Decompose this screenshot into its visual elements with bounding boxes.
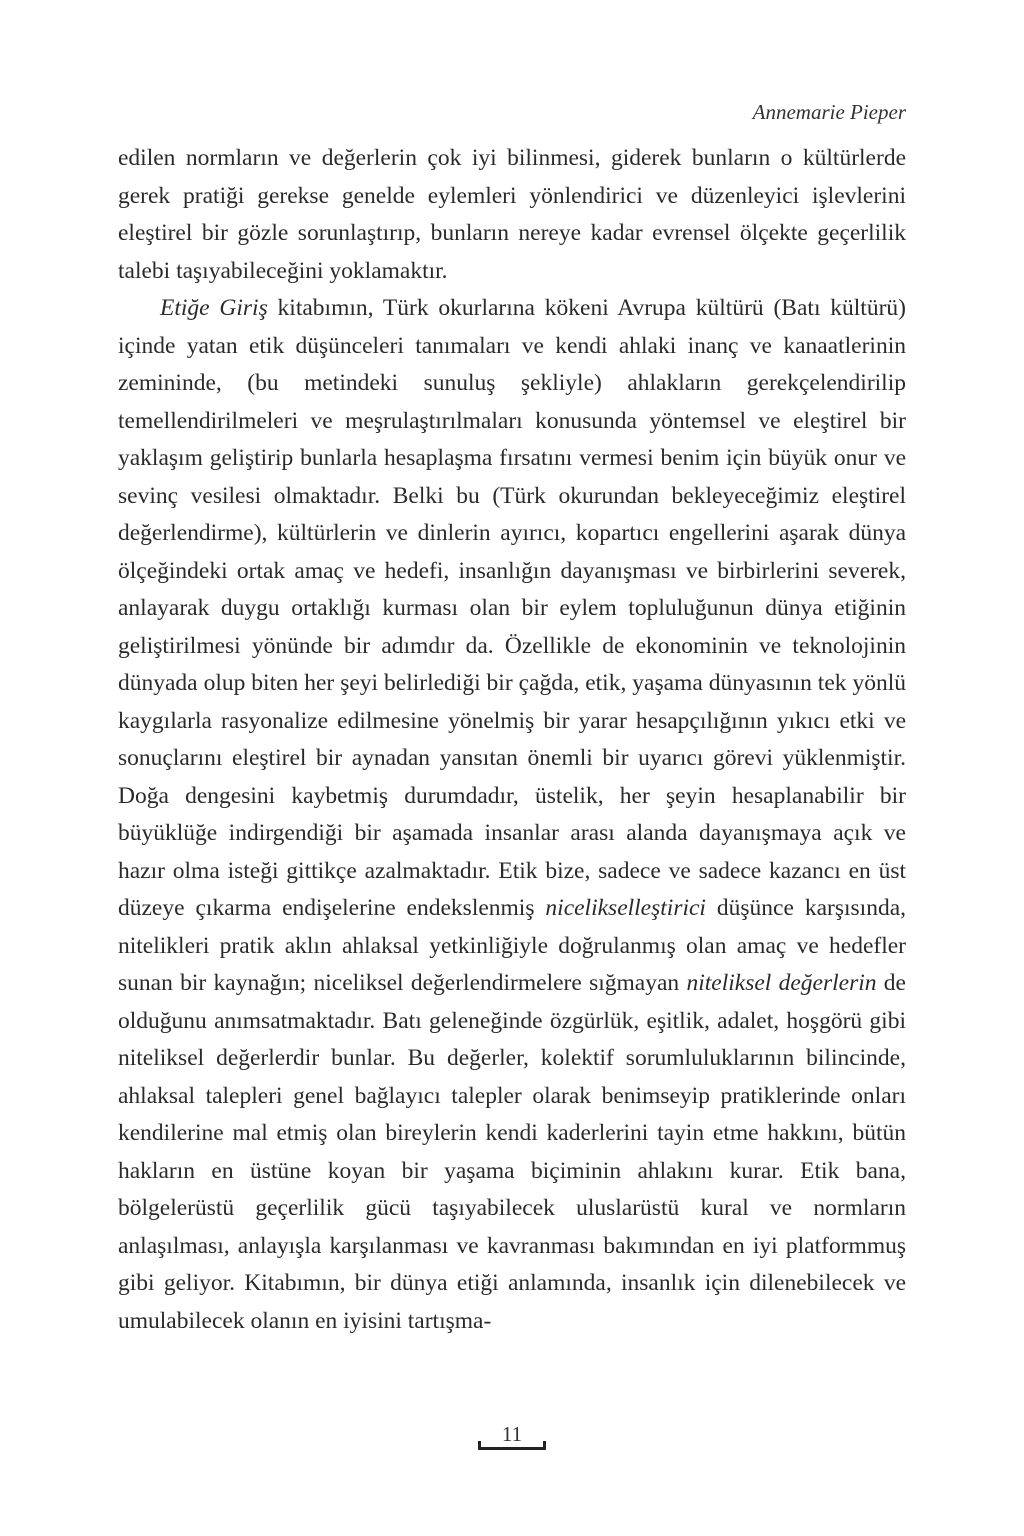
paragraph-2-text-3: de olduğunu anımsatmaktadır. Batı geleneğinde özgürlük, eşitlik, adalet, hoşgörü gibi niteliksel değerlerdir bunlar. Bu değerler, kolektif sorumluluklarının bilincinde, ahlaksal talepleri genel bağlayıcı talepler olarak benimseyip pratiklerinde onları kendilerine mal etmiş olan bireylerin kendi kaderlerini tayin etme hakkını, bütün hakların en üstüne koyan bir yaşama biçiminin ahlakını kurar. Etik bana, bölgelerüstü geçerlilik gücü taşıyabilecek uluslarüstü kural ve normların anlaşılması, anlayışla karşılanması ve kavranması bakımından en iyi platformmuş gibi geliyor. Kitabımın, bir dünya etiği anlamında, insanlık için dilenebilecek ve umulabilecek olanın en iyisini tartışma-	[118, 970, 906, 1334]
paragraph-1: edilen normların ve değerlerin çok iyi bilinmesi, giderek bunların o kültürlerde gerek pratiği gerekse genelde eylemleri yönlendirici ve düzenleyici işlevlerini eleştirel bir gözle sorunlaştırıp, bunların nereye kadar evrensel ölçekte geçerlilik talebi taşıyabileceğini yoklamaktır.	[118, 145, 906, 284]
running-head-author: Annemarie Pieper	[752, 100, 906, 124]
page-number: 11	[501, 1422, 523, 1446]
page-number-rule	[478, 1447, 546, 1450]
paragraph-2	[118, 290, 906, 1340]
italic-term-quantifying: nicelikselleştirici	[545, 895, 706, 921]
italic-term-qualitative-values: niteliksel değerlerin	[686, 970, 877, 996]
body-text	[118, 140, 906, 1340]
book-title-italic: Etiğe Giriş	[160, 295, 268, 321]
paragraph-2-text-1: kitabımın, Türk okurlarına kökeni Avrupa kültürü (Batı kültürü) içinde yatan etik düşünceleri tanımaları ve kendi ahlaki inanç ve kanaatlerinin zemininde, (bu metindeki sunuluş şekliyle) ahlakların gerekçelendirilip temellendirilmeleri ve meşrulaştırılmaları konusunda yöntemsel ve eleştirel bir yaklaşım geliştirip bunlarla hesaplaşma fırsatını vermesi benim için büyük onur ve sevinç vesilesi olmaktadır. Belki bu (Türk okurundan bekleyeceğimiz eleştirel değerlendirme), kültürlerin ve dinlerin ayırıcı, kopartıcı engellerini aşarak dünya ölçeğindeki ortak amaç ve hedefi, insanlığın dayanışması ve birbirlerini severek, anlayarak duygu ortaklığı kurması olan bir eylem topluluğunun dünya etiğinin geliştirilmesi yönünde bir adımdır da. Özellikle de ekonominin ve teknolojinin dünyada olup biten her şeyi belirlediği bir çağda, etik, yaşama dünyasının tek yönlü kaygılarla rasyonalize edilmesine yönelmiş bir yarar hesapçılığının yıkıcı etki ve sonuçlarını eleştirel bir aynadan yansıtan önemli bir uyarıcı görevi yüklenmiştir. Doğa dengesini kaybetmiş durumdadır, üstelik, her şeyin hesaplanabilir bir büyüklüğe indirgendiği bir aşamada insanlar arası alanda dayanışmaya açık ve hazır olma isteği gittikçe azalmaktadır. Etik bize, sadece ve sadece kazancı en üst düzeye çıkarma endişelerine endekslenmiş	[118, 295, 906, 921]
paragraph-2-text-2: düşünce karşısında, nitelikleri pratik aklın ahlaksal yetkinliğiyle doğrulanmış olan amaç ve hedefler sunan bir kaynağın; niceliksel değerlendirmelere sığmayan	[118, 895, 906, 996]
page-footer	[478, 1422, 546, 1454]
